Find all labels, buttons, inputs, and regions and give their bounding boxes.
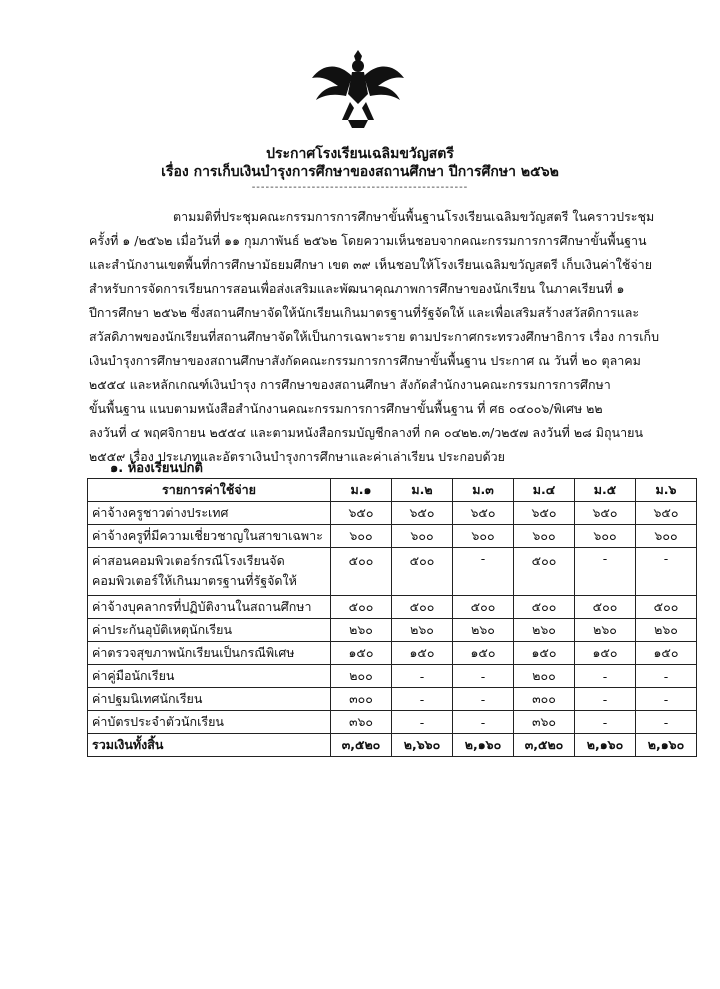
item-name: ค่าจ้างบุคลากรที่ปฏิบัติงานในสถานศึกษา [88,596,331,619]
amount-cell: ๖๐๐ [514,525,575,548]
amount-cell: ๓๖๐ [331,711,392,734]
total-row [88,734,697,757]
column-header: ม.๒ [392,479,453,502]
amount-cell: - [575,688,636,711]
amount-cell: - [575,665,636,688]
total-amount: ๒,๖๖๐ [392,734,453,757]
amount-cell: ๒๖๐ [453,619,514,642]
column-header: ม.๑ [331,479,392,502]
amount-cell: ๒๖๐ [636,619,697,642]
item-name: ค่าปฐมนิเทศนักเรียน [88,688,331,711]
amount-cell: ๖๐๐ [453,525,514,548]
amount-cell: ๑๕๐ [636,642,697,665]
amount-cell: - [453,548,514,596]
amount-cell: ๕๐๐ [575,596,636,619]
amount-cell: - [636,665,697,688]
total-amount: ๒,๑๖๐ [453,734,514,757]
amount-cell: ๑๕๐ [575,642,636,665]
table-row [88,525,697,548]
amount-cell: ๖๕๐ [331,502,392,525]
amount-cell: - [392,665,453,688]
column-header: ม.๕ [575,479,636,502]
table-row [88,619,697,642]
body-line: และสำนักงานเขตพื้นที่การศึกษามัธยมศึกษา เขต ๓๙ เห็นชอบให้โรงเรียนเฉลิมขวัญสตรี เก็บเงินค่าใช้จ่าย [89,257,653,272]
table-row [88,502,697,525]
amount-cell: ๑๕๐ [514,642,575,665]
amount-cell: ๖๐๐ [392,525,453,548]
amount-cell: - [453,688,514,711]
body-line: ตามมติที่ประชุมคณะกรรมการการศึกษาขั้นพื้นฐานโรงเรียนเฉลิมขวัญสตรี ในคราวประชุม [173,209,655,224]
amount-cell: ๕๐๐ [514,596,575,619]
item-name: ค่าตรวจสุขภาพนักเรียนเป็นกรณีพิเศษ [88,642,331,665]
amount-cell: ๒๐๐ [514,665,575,688]
amount-cell: - [392,711,453,734]
table-row [88,642,697,665]
amount-cell: - [575,711,636,734]
title-separator: ----------------------------------------------- [251,182,469,193]
column-header: ม.๓ [453,479,514,502]
amount-cell: ๒๐๐ [331,665,392,688]
body-line: ลงวันที่ ๔ พฤศจิกายน ๒๕๕๔ และตามหนังสือกรมบัญชีกลางที่ กค ๐๔๒๒.๓/ว๒๕๗ ลงวันที่ ๒๘ มิถุนายน [89,425,643,440]
garuda-emblem-icon [308,42,408,132]
total-amount: ๒,๑๖๐ [636,734,697,757]
table-row [88,596,697,619]
body-line: ๒๕๕๙ เรื่อง ประเภทและอัตราเงินบำรุงการศึกษาและค่าเล่าเรียน ประกอบด้วย [89,449,505,464]
item-name: ค่าสอนคอมพิวเตอร์กรณีโรงเรียนจัด คอมพิวเตอร์ให้เกินมาตรฐานที่รัฐจัดให้ [88,548,331,596]
amount-cell: ๓๐๐ [331,688,392,711]
announcement-body [89,205,669,469]
body-line: ครั้งที่ ๑ /๒๕๖๒ เมื่อวันที่ ๑๑ กุมภาพันธ์ ๒๕๖๒ โดยความเห็นชอบจากคณะกรรมการการศึกษาขั้นพื้นฐาน [89,233,647,248]
announcement-subject: เรื่อง การเก็บเงินบำรุงการศึกษาของสถานศึกษา ปีการศึกษา ๒๕๖๒ [161,164,559,180]
amount-cell: ๑๕๐ [453,642,514,665]
amount-cell: - [636,688,697,711]
amount-cell: ๕๐๐ [331,596,392,619]
amount-cell: ๑๕๐ [392,642,453,665]
amount-cell: - [636,711,697,734]
amount-cell: ๒๖๐ [575,619,636,642]
amount-cell: - [392,688,453,711]
amount-cell: ๓๐๐ [514,688,575,711]
body-line: ปีการศึกษา ๒๕๖๒ ซึ่งสถานศึกษาจัดให้นักเรียนเกินมาตรฐานที่รัฐจัดให้ และเพื่อเสริมสร้างสวัสดิการและ [89,305,640,320]
amount-cell: ๕๐๐ [514,548,575,596]
amount-cell: - [575,548,636,596]
amount-cell: ๖๕๐ [636,502,697,525]
column-header: ม.๖ [636,479,697,502]
amount-cell: ๖๕๐ [392,502,453,525]
item-name: ค่าประกันอุบัติเหตุนักเรียน [88,619,331,642]
table-header-row [88,479,697,502]
amount-cell: ๒๖๐ [392,619,453,642]
amount-cell: ๕๐๐ [331,548,392,596]
table-row [88,665,697,688]
total-amount: ๒,๑๖๐ [575,734,636,757]
body-line: ๒๕๕๔ และหลักเกณฑ์เงินบำรุง การศึกษาของสถานศึกษา สังกัดสำนักงานคณะกรรมการการศึกษา [89,377,611,392]
fee-table [87,478,697,757]
item-name: ค่าคู่มือนักเรียน [88,665,331,688]
body-line: เงินบำรุงการศึกษาของสถานศึกษาสังกัดคณะกรรมการการศึกษาขั้นพื้นฐาน ประกาศ ณ วันที่ ๒๐ ตุลาคม [89,353,641,368]
column-header: ม.๔ [514,479,575,502]
table-row [88,688,697,711]
amount-cell: ๖๐๐ [636,525,697,548]
amount-cell: - [453,711,514,734]
table-row [88,711,697,734]
amount-cell: - [453,665,514,688]
amount-cell: ๖๕๐ [575,502,636,525]
total-amount: ๓,๕๒๐ [331,734,392,757]
body-line: ขั้นพื้นฐาน แนบตามหนังสือสำนักงานคณะกรรมการการศึกษาขั้นพื้นฐาน ที่ ศธ ๐๔๐๐๖/พิเศษ ๒๒ [89,401,603,416]
body-line: สำหรับการจัดการเรียนการสอนเพื่อส่งเสริมและพัฒนาคุณภาพการศึกษาของนักเรียน ในภาคเรียนที่ ๑ [89,281,625,296]
item-name: ค่าบัตรประจำตัวนักเรียน [88,711,331,734]
amount-cell: ๖๕๐ [453,502,514,525]
column-header: รายการค่าใช้จ่าย [88,479,331,502]
amount-cell: ๒๖๐ [514,619,575,642]
amount-cell: ๖๕๐ [514,502,575,525]
amount-cell: ๑๕๐ [331,642,392,665]
total-amount: ๓,๕๒๐ [514,734,575,757]
amount-cell: ๒๖๐ [331,619,392,642]
amount-cell: ๕๐๐ [392,596,453,619]
amount-cell: - [636,548,697,596]
amount-cell: ๖๐๐ [331,525,392,548]
body-line: สวัสดิภาพของนักเรียนที่สถานศึกษาจัดให้เป็นการเฉพาะราย ตามประกาศกระทรวงศึกษาธิการ เรื่อง การเก็บ [89,329,660,344]
total-label: รวมเงินทั้งสิ้น [88,734,331,757]
item-name: ค่าจ้างครูที่มีความเชี่ยวชาญในสาขาเฉพาะ [88,525,331,548]
amount-cell: ๓๖๐ [514,711,575,734]
announcement-title: ประกาศโรงเรียนเฉลิมขวัญสตรี [266,146,454,162]
amount-cell: ๖๐๐ [575,525,636,548]
amount-cell: ๕๐๐ [636,596,697,619]
table-row [88,548,697,596]
amount-cell: ๕๐๐ [392,548,453,596]
item-name: ค่าจ้างครูชาวต่างประเทศ [88,502,331,525]
section-heading: ๑. ห้องเรียนปกติ [110,461,203,476]
amount-cell: ๕๐๐ [453,596,514,619]
